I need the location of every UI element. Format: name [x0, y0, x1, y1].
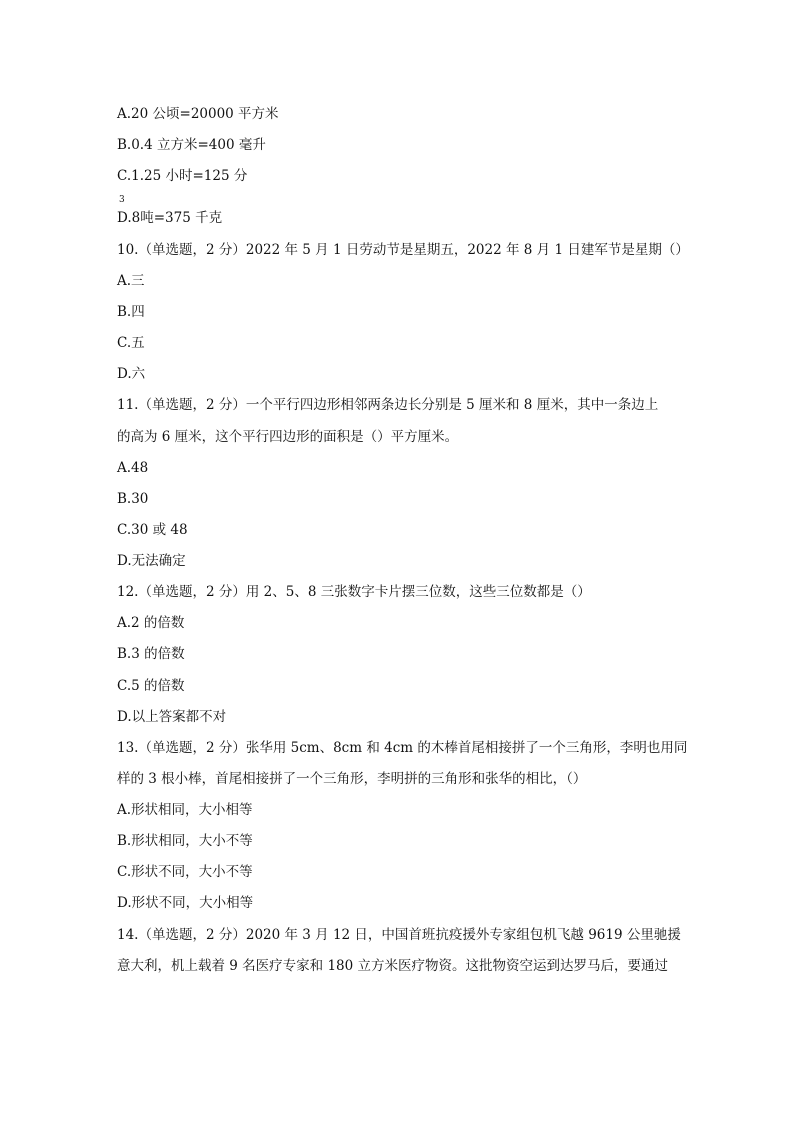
q12-option-a[interactable]: A.2 的倍数 — [117, 615, 185, 631]
question-14-stem-line2: 意大利，机上载着 9 名医疗专家和 180 立方米医疗物资。这批物资空运到达罗马后，要通过 — [117, 958, 669, 974]
q13-option-c[interactable]: C.形状不同，大小不等 — [117, 864, 253, 880]
q12-option-d[interactable]: D.以上答案都不对 — [117, 709, 227, 725]
question-10-stem: 10.（单选题，2 分）2022 年 5 月 1 日劳动节是星期五，2022 年 8 月 1 日建军节是星期（） — [117, 242, 689, 258]
q10-option-a[interactable]: A.三 — [117, 273, 145, 289]
q13-option-a[interactable]: A.形状相同，大小相等 — [117, 802, 253, 818]
question-13-stem-line1: 13.（单选题，2 分）张华用 5cm、8cm 和 4cm 的木棒首尾相接拼了一个三角形，李明也用同 — [117, 740, 688, 756]
q11-option-b[interactable]: B.30 — [117, 491, 149, 507]
q11-option-c[interactable]: C.30 或 48 — [117, 522, 188, 538]
q11-option-a[interactable]: A.48 — [117, 460, 149, 476]
option-d[interactable]: D.8吨=375 千克 — [117, 210, 223, 226]
q10-option-d[interactable]: D.六 — [117, 366, 146, 382]
q10-option-b[interactable]: B.四 — [117, 304, 145, 320]
question-11-stem-line1: 11.（单选题，2 分）一个平行四边形相邻两条边长分别是 5 厘米和 8 厘米，其中一条边上 — [117, 397, 659, 413]
question-13-stem-line2: 样的 3 根小棒，首尾相接拼了一个三角形，李明拼的三角形和张华的相比，（） — [117, 771, 587, 787]
question-12-stem: 12.（单选题，2 分）用 2、5、8 三张数字卡片摆三位数，这些三位数都是（） — [117, 584, 591, 600]
option-a[interactable]: A.20 公顷=20000 平方米 — [117, 106, 279, 122]
q11-option-d[interactable]: D.无法确定 — [117, 553, 186, 569]
q12-option-b[interactable]: B.3 的倍数 — [117, 646, 185, 662]
question-11-stem-line2: 的高为 6 厘米，这个平行四边形的面积是（）平方厘米。 — [117, 429, 459, 445]
option-b[interactable]: B.0.4 立方米=400 毫升 — [117, 137, 266, 153]
fraction-numerator: 3 — [119, 195, 125, 205]
q13-option-b[interactable]: B.形状相同，大小不等 — [117, 833, 253, 849]
q12-option-c[interactable]: C.5 的倍数 — [117, 678, 185, 694]
option-c[interactable]: C.1.25 小时=125 分 — [117, 168, 248, 184]
question-14-stem-line1: 14.（单选题，2 分）2020 年 3 月 12 日，中国首班抗疫援外专家组包机飞越 9619 公里驰援 — [117, 927, 681, 943]
q10-option-c[interactable]: C.五 — [117, 335, 145, 351]
q13-option-d[interactable]: D.形状不同，大小相等 — [117, 895, 254, 911]
